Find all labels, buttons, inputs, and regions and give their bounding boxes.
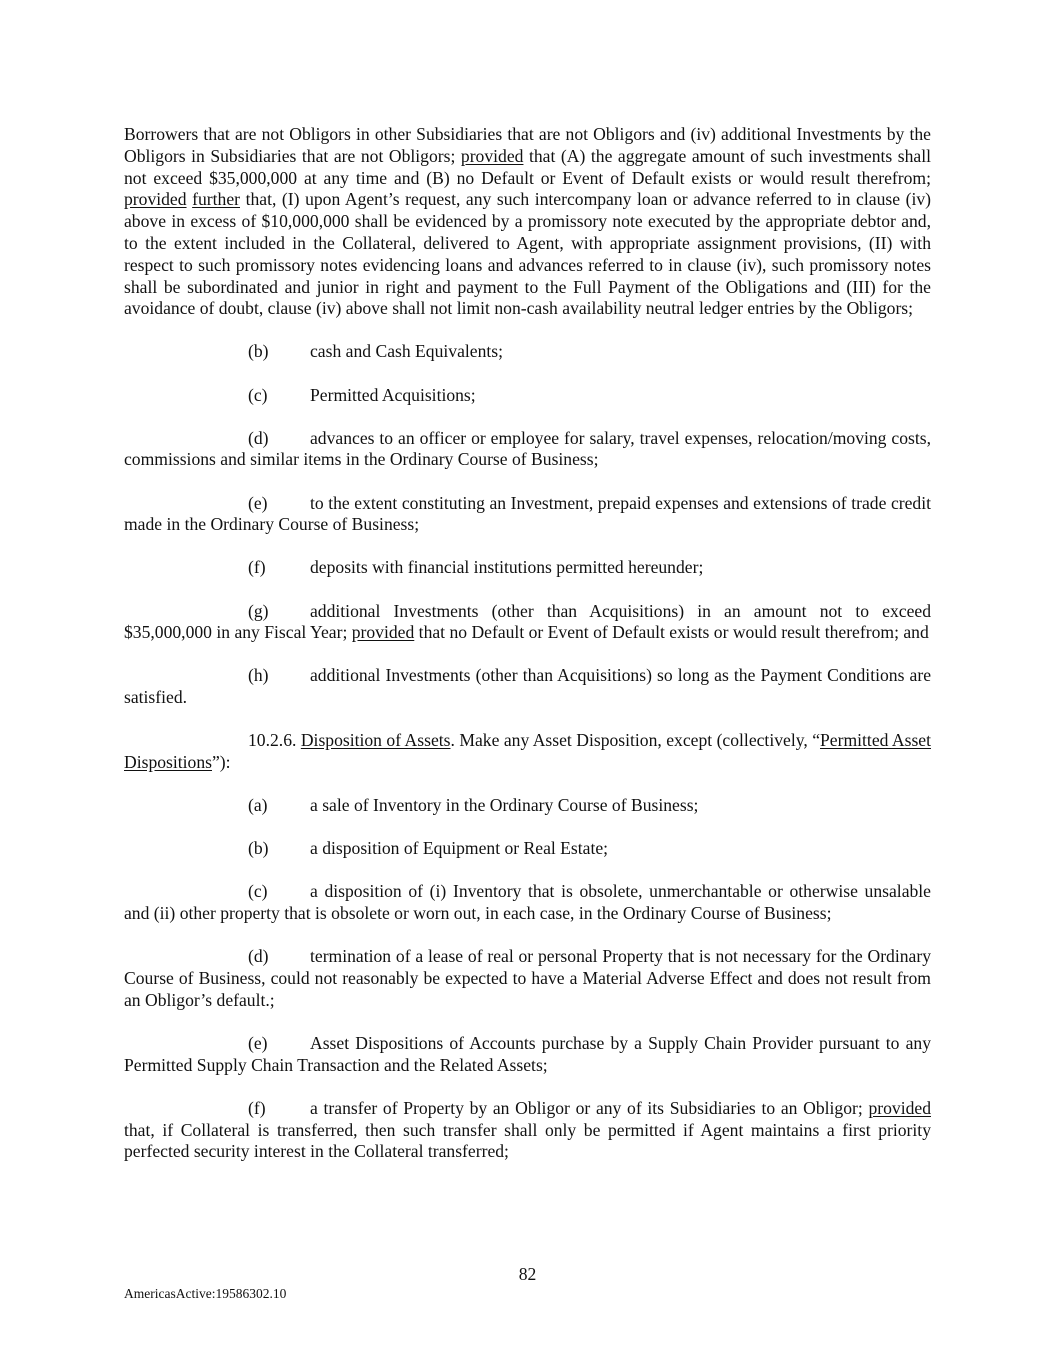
item-text: additional Investments (other than Acquisitions) in an amount not to exceed $35,000,000 in any Fiscal Year; (124, 600, 931, 643)
document-body (124, 124, 931, 1163)
defined-term: Permitted Asset Dispositions (124, 730, 931, 773)
disposition-item-f (124, 1098, 931, 1163)
investment-item-c (124, 385, 931, 407)
intro-text: that (A) the aggregate amount of such investments shall not exceed $35,000,000 at any time and (B) no Default or Event of Default exists or would result therefrom; (124, 145, 931, 188)
item-text: a disposition of (i) Inventory that is obsolete, unmerchantable or otherwise unsalable and (ii) other property that is obsolete or worn out, in each case, in the Ordinary Course of Business; (124, 881, 931, 924)
investment-item-b (124, 341, 931, 363)
document-id: AmericasActive:19586302.10 (124, 1286, 287, 1301)
disposition-item-d (124, 946, 931, 1011)
provided-term: provided (351, 622, 415, 643)
section-heading: Disposition of Assets (300, 730, 451, 751)
intro-text: Borrowers that are not Obligors in other Subsidiaries that are not Obligors and (iv) additional Investments by the Obligors in Subsidiaries that are not Obligors; (124, 124, 931, 166)
section-text: . Make any Asset Disposition, except (collectively, “ (450, 730, 821, 751)
section-text: ”): (212, 752, 231, 773)
disposition-item-e (124, 1033, 931, 1077)
item-text: that no Default or Event of Default exists or would result therefrom; and (414, 622, 929, 643)
item-label: (c) (248, 881, 268, 902)
provided-term: provided (124, 189, 187, 210)
item-label: (e) (248, 1032, 268, 1053)
item-label: (b) (248, 838, 269, 859)
item-label: (a) (248, 795, 268, 816)
item-text: Asset Dispositions of Accounts purchase by a Supply Chain Provider pursuant to any Permitted Supply Chain Transaction and the Related Assets; (124, 1032, 931, 1075)
page-number: 82 (518, 1264, 537, 1284)
item-text: additional Investments (other than Acquisitions) so long as the Payment Conditions are satisfied. (124, 665, 931, 708)
investment-item-g (124, 601, 931, 645)
item-label: (f) (248, 1097, 266, 1118)
item-text: that, if Collateral is transferred, then such transfer shall only be permitted if Agent maintains a first priority perfected security interest in the Collateral transferred; (124, 1119, 931, 1162)
investment-item-e (124, 493, 931, 537)
further-term: further (192, 189, 240, 210)
item-label: (e) (248, 492, 268, 513)
disposition-item-a (124, 795, 931, 817)
section-10-2-6 (124, 730, 931, 774)
item-label: (c) (248, 384, 268, 405)
item-text: a sale of Inventory in the Ordinary Course of Business; (310, 795, 699, 816)
item-text: advances to an officer or employee for salary, travel expenses, relocation/moving costs, commissions and similar items in the Ordinary Course of Business; (124, 427, 931, 470)
investment-item-h (124, 665, 931, 709)
item-text: to the extent constituting an Investment, prepaid expenses and extensions of trade credit made in the Ordinary Course of Business; (124, 492, 931, 535)
intro-paragraph (124, 124, 931, 320)
item-text: termination of a lease of real or personal Property that is not necessary for the Ordinary Course of Business, could not reasonably be expected to have a Material Adverse Effect and does not result from an Obligor’s default.; (124, 946, 931, 1010)
item-label: (b) (248, 341, 269, 362)
item-text: a disposition of Equipment or Real Estate; (310, 838, 609, 859)
item-label: (h) (248, 665, 269, 686)
item-text: Permitted Acquisitions; (310, 384, 476, 405)
item-text: deposits with financial institutions permitted hereunder; (310, 557, 704, 578)
investment-item-f (124, 557, 931, 579)
item-label: (d) (248, 946, 269, 967)
intro-text: that, (I) upon Agent’s request, any such intercompany loan or advance referred to in clause (iv) above in excess of $10,000,000 shall be evidenced by a promissory note executed by the appropriate debtor and, to the extent included in the Collateral, delivered to Agent, with appropriate assignment provisions, (II) with respect to such promissory notes evidencing loans and advances referred to in clause (iv), such promissory notes shall be subordinated and junior in right and payment to the Full Payment of the Obligations and (III) for the avoidance of doubt, clause (iv) above shall not limit non-cash availability neutral ledger entries by the Obligors; (124, 189, 931, 319)
disposition-item-b (124, 838, 931, 860)
item-label: (d) (248, 427, 269, 448)
investment-item-d (124, 428, 931, 472)
item-label: (g) (248, 600, 269, 621)
provided-term: provided (460, 145, 524, 166)
item-text: a transfer of Property by an Obligor or any of its Subsidiaries to an Obligor; (310, 1097, 869, 1118)
section-number: 10.2.6. (248, 730, 297, 751)
disposition-item-c (124, 881, 931, 925)
provided-term: provided (868, 1097, 931, 1118)
item-label: (f) (248, 557, 266, 578)
item-text: cash and Cash Equivalents; (310, 341, 503, 362)
